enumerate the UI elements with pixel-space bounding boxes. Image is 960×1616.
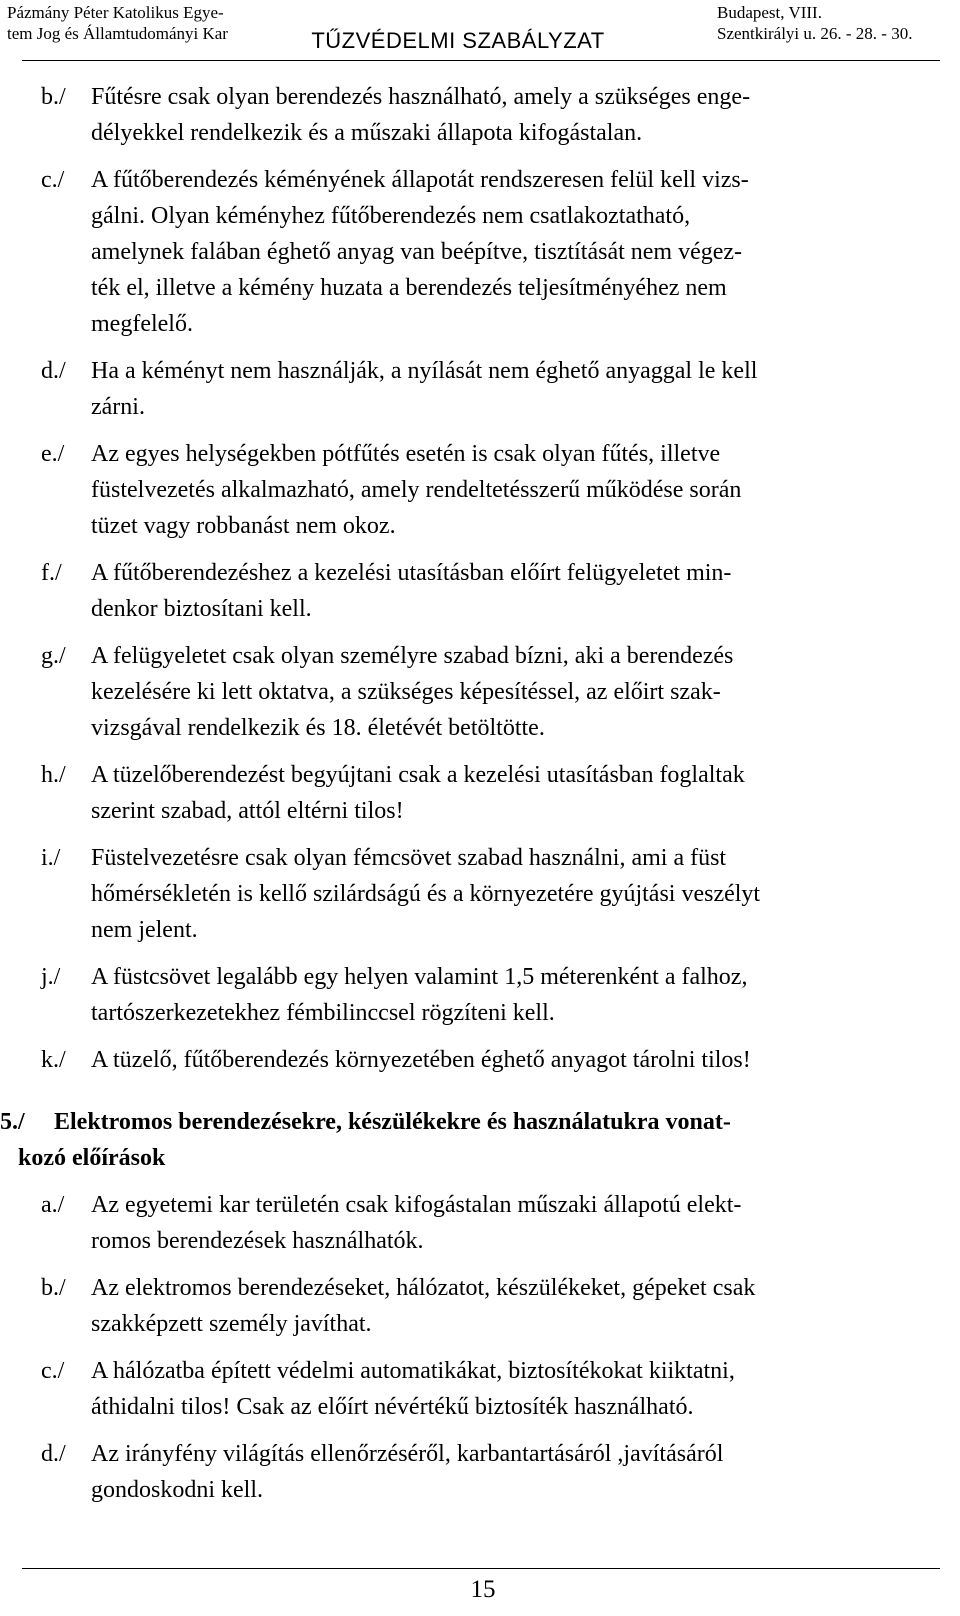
list-item-text	[91, 1353, 946, 1425]
list-item-text	[91, 436, 946, 544]
text-line: nem jelent.	[91, 917, 198, 943]
text-line: A felügyeletet csak olyan személyre szabad bízni, aki a berendezés	[91, 643, 734, 669]
list-item-label: g./	[41, 643, 66, 669]
header-institution-line: tem Jog és Államtudományi Kar	[7, 24, 228, 43]
list-item-text	[91, 79, 946, 151]
text-line: Füstelvezetésre csak olyan fémcsövet szabad használni, ami a füst	[91, 845, 727, 871]
list-item	[0, 1353, 960, 1425]
text-line: Ha a kéményt nem használják, a nyílását nem éghető anyaggal le kell	[91, 358, 758, 384]
list-item	[0, 959, 960, 1031]
list-item-text	[91, 959, 946, 1031]
text-line: tüzet vagy robbanást nem okoz.	[91, 513, 396, 539]
list-item-text	[91, 555, 946, 627]
list-item-label: a./	[41, 1192, 65, 1218]
list-item	[0, 840, 960, 948]
list-item-label: b./	[41, 1275, 66, 1301]
list-item-text	[91, 162, 946, 342]
text-line: A fűtőberendezés kéményének állapotát rendszeresen felül kell vizs-	[91, 167, 749, 193]
text-line: A füstcsövet legalább egy helyen valamint 1,5 méterenként a falhoz,	[91, 964, 748, 990]
list-item	[0, 1270, 960, 1342]
list-item-text	[91, 638, 946, 746]
header-institution-line: Pázmány Péter Katolikus Egye-	[7, 3, 224, 22]
text-line: Az egyetemi kar területén csak kifogástalan műszaki állapotú elekt-	[91, 1192, 742, 1218]
text-line: áthidalni tilos! Csak az előírt névértékű biztosíték használható.	[91, 1394, 694, 1420]
list-item-label: d./	[41, 1441, 66, 1467]
page-number-text: 15	[470, 1576, 496, 1603]
list-item-label: f./	[41, 560, 62, 586]
list-item	[0, 757, 960, 829]
list-item-label: j./	[41, 964, 61, 990]
header-divider	[22, 60, 940, 61]
text-line: amelynek falában éghető anyag van beépítve, tisztítását nem végez-	[91, 239, 743, 265]
text-line: gálni. Olyan kéményhez fűtőberendezés nem csatlakoztatható,	[91, 203, 691, 229]
list-item-text	[91, 1042, 946, 1078]
list-item	[0, 1436, 960, 1508]
list-item-label: i./	[41, 845, 61, 871]
list-item-text	[91, 353, 946, 425]
list-item-label: c./	[41, 167, 65, 193]
list-item	[0, 162, 960, 342]
list-item	[0, 79, 960, 151]
text-line: zárni.	[91, 394, 145, 420]
text-line: denkor biztosítani kell.	[91, 596, 312, 622]
list-item-label: k./	[41, 1047, 66, 1073]
list-item-text	[91, 1436, 946, 1508]
text-line: füstelvezetés alkalmazható, amely rendeltetésszerű működése során	[91, 477, 742, 503]
list-item	[0, 1187, 960, 1259]
text-line: A tüzelőberendezést begyújtani csak a kezelési utasításban foglaltak	[91, 762, 745, 788]
section-heading	[0, 1104, 960, 1176]
list-item-label: b./	[41, 84, 66, 110]
text-line: Az egyes helységekben pótfűtés esetén is csak olyan fűtés, illetve	[91, 441, 721, 467]
section-title-line: kozó előírások	[18, 1145, 166, 1171]
text-line: romos berendezések használhatók.	[91, 1228, 424, 1254]
header-address-line: Budapest, VIII.	[717, 3, 822, 22]
text-line: délyekkel rendelkezik és a műszaki állapota kifogástalan.	[91, 120, 643, 146]
list-item-text	[91, 840, 946, 948]
list-item-label: d./	[41, 358, 66, 384]
list-item-text	[91, 757, 946, 829]
list-item	[0, 1042, 960, 1078]
list-item-label: h./	[41, 762, 66, 788]
list-item	[0, 638, 960, 746]
header-address	[717, 2, 912, 44]
text-line: A fűtőberendezéshez a kezelési utasításban előírt felügyeletet min-	[91, 560, 732, 586]
text-line: gondoskodni kell.	[91, 1477, 263, 1503]
text-line: Az irányfény világítás ellenőrzéséről, karbantartásáról ,javításáról	[91, 1441, 724, 1467]
header-address-line: Szentkirályi u. 26. - 28. - 30.	[717, 24, 913, 43]
page-header	[0, 0, 960, 56]
list-item-label: c./	[41, 1358, 65, 1384]
list-item-text	[91, 1187, 946, 1259]
section-number: 5./	[0, 1109, 25, 1135]
list-item	[0, 436, 960, 544]
text-line: ték el, illetve a kémény huzata a berendezés teljesítményéhez nem	[91, 275, 727, 301]
list-item	[0, 555, 960, 627]
text-line: kezelésére ki lett oktatva, a szükséges képesítéssel, az előirt szak-	[91, 679, 721, 705]
document-title-text: TŰZVÉDELMI SZABÁLYZAT	[311, 28, 605, 53]
text-line: A hálózatba épített védelmi automatikákat, biztosítékokat kiiktatni,	[91, 1358, 735, 1384]
footer-divider	[22, 1568, 940, 1569]
text-line: hőmérsékletén is kellő szilárdságú és a környezetére gyújtási veszélyt	[91, 881, 761, 907]
document-body	[0, 62, 960, 1508]
list-item-text	[91, 1270, 946, 1342]
text-line: vizsgával rendelkezik és 18. életévét betöltötte.	[91, 715, 545, 741]
text-line: megfelelő.	[91, 311, 193, 337]
text-line: szakképzett személy javíthat.	[91, 1311, 372, 1337]
text-line: Fűtésre csak olyan berendezés használható, amely a szükséges enge-	[91, 84, 751, 110]
text-line: A tüzelő, fűtőberendezés környezetében éghető anyagot tárolni tilos!	[91, 1047, 751, 1073]
section-title-line: Elektromos berendezésekre, készülékekre és használatukra vonat-	[54, 1109, 731, 1135]
list-item-label: e./	[41, 441, 65, 467]
list-item	[0, 353, 960, 425]
section-title	[18, 1104, 960, 1176]
text-line: szerint szabad, attól eltérni tilos!	[91, 798, 404, 824]
text-line: tartószerkezetekhez fémbilinccsel rögzíteni kell.	[91, 1000, 555, 1026]
text-line: Az elektromos berendezéseket, hálózatot, készülékeket, gépeket csak	[91, 1275, 756, 1301]
page-number	[0, 1576, 960, 1604]
